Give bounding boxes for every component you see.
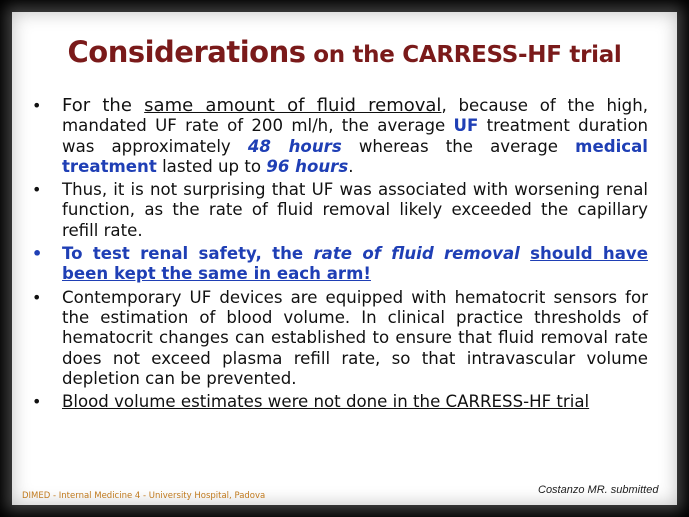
bullet-1-uf: UF	[453, 116, 479, 136]
bullet-1-part3: whereas the average	[341, 136, 576, 156]
bullet-1-96-hours: 96 hours	[266, 156, 349, 176]
slide	[12, 12, 677, 505]
bullet-1-part4: lasted up to	[156, 156, 267, 176]
slide-title	[12, 35, 677, 69]
bullet-item-renal-safety	[30, 244, 648, 285]
bullet-1-part2: treatment duration was approximately	[62, 116, 648, 156]
bullet-3-underlined: should have been kept the same in each arm!	[62, 244, 648, 284]
bullet-item-blood-volume	[30, 392, 648, 412]
bullet-5-underlined: Blood volume estimates were not done in the CARRESS-HF trial	[62, 392, 590, 412]
bullet-dot: •	[32, 96, 42, 115]
bullet-2-text: Thus, it is not surprising that UF was associated with worsening renal function, as the rate of fluid removal likely exceeded the capillary refill rate.	[62, 180, 648, 240]
bullet-3-italic: rate of fluid removal	[313, 244, 520, 264]
title-rest: on the CARRESS-HF trial	[305, 42, 622, 68]
bullet-dot: •	[32, 287, 42, 307]
bullet-item-fluid-removal	[30, 96, 648, 177]
bullet-1-medical-treatment: medical treatment	[62, 136, 648, 176]
bullet-dot: •	[32, 244, 43, 264]
title-main: Considerations	[67, 35, 306, 69]
bullet-item-renal-function	[30, 180, 648, 241]
bullet-1-part5: .	[348, 156, 354, 176]
bullet-dot: •	[32, 180, 42, 200]
bullet-1-underlined: same amount of fluid removal	[144, 95, 442, 116]
footer-citation: Costanzo MR. submitted	[538, 484, 659, 496]
bullet-3-part2	[520, 244, 530, 263]
bullet-3-part1: To test renal safety, the	[62, 244, 314, 264]
footer-institution: DIMED - Internal Medicine 4 - University Hospital, Padova	[22, 491, 266, 501]
bullet-dot: •	[32, 392, 42, 412]
bullet-1-48-hours: 48 hours	[247, 136, 342, 156]
bullet-1-part1: , because of the high, mandated UF rate of 200 ml/h, the average	[62, 96, 648, 136]
bullet-list	[30, 96, 648, 415]
bullet-1-lead: For the	[62, 95, 145, 116]
bullet-item-uf-devices	[30, 288, 648, 389]
bullet-4-text: Contemporary UF devices are equipped with hematocrit sensors for the estimation of blood volume. In clinical practice thresholds of hematocrit changes can established to ensure that fluid removal rate does not exceed plasma refill rate, so that intravascular volume depletion can be prevented.	[62, 287, 648, 388]
